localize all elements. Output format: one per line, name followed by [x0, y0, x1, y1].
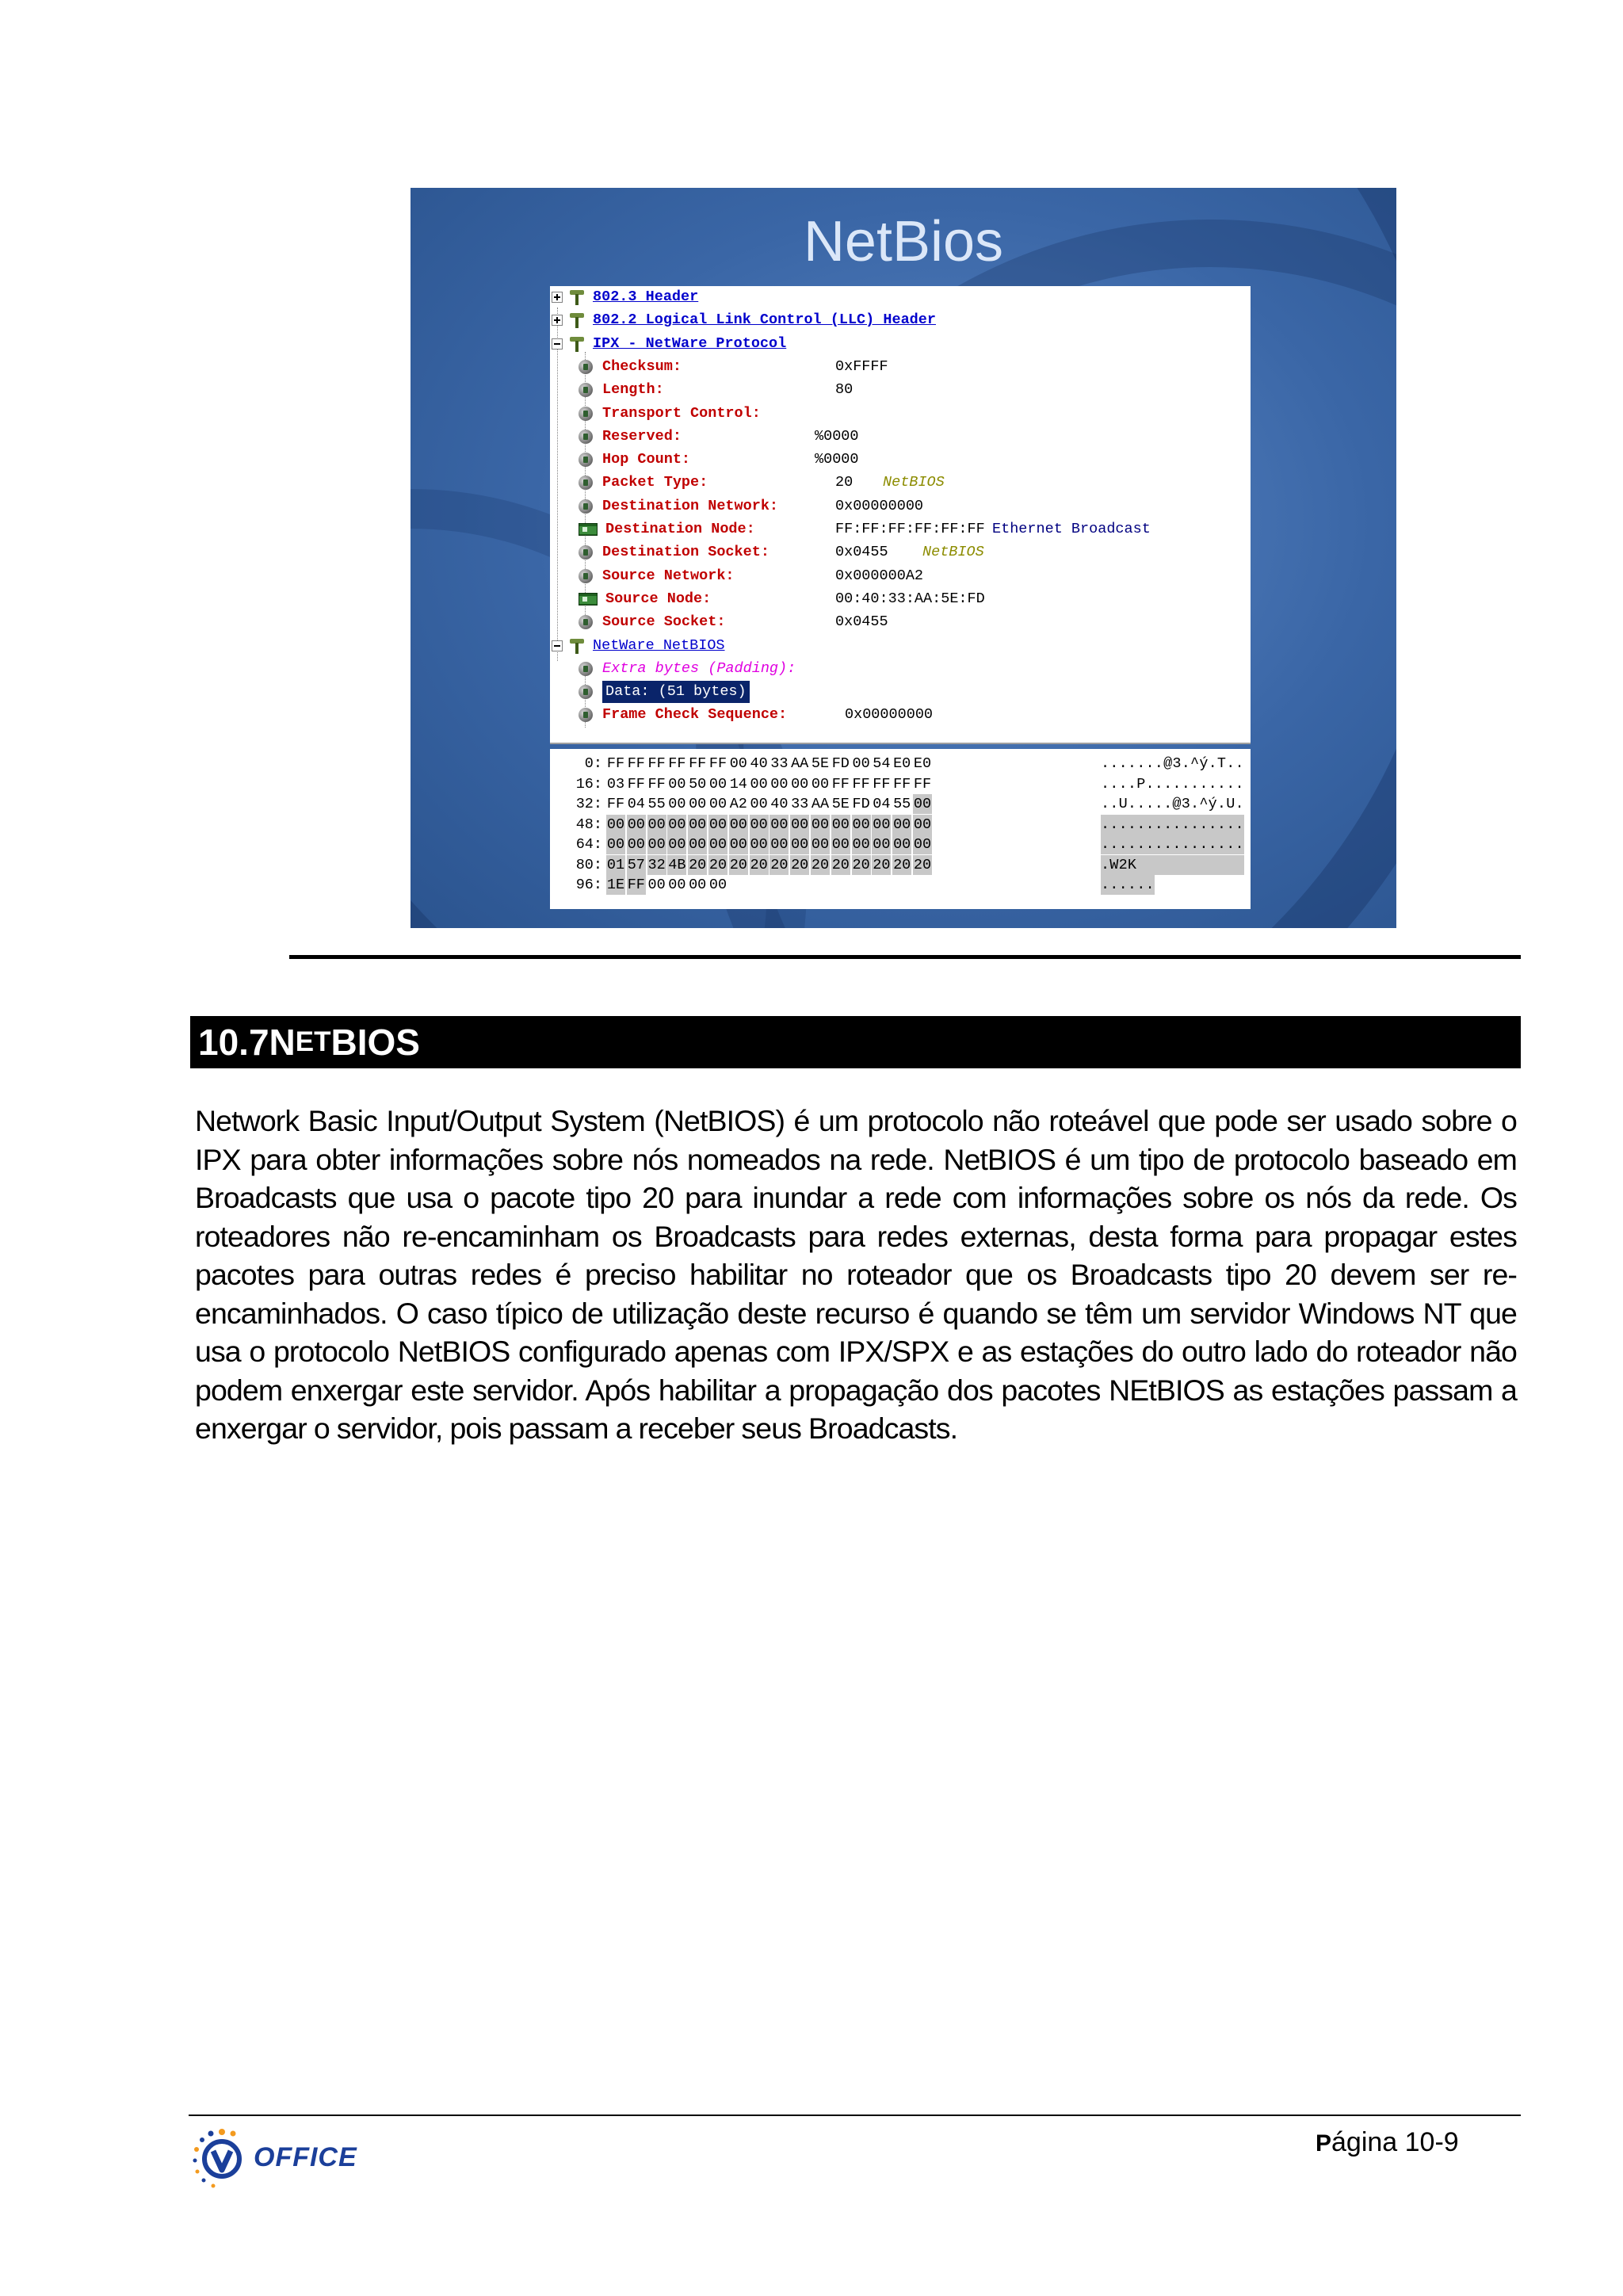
hex-byte: 00	[791, 775, 809, 793]
hex-byte: 20	[791, 856, 809, 873]
protocol-icon	[567, 288, 586, 306]
hex-byte: 00	[708, 796, 727, 812]
hex-byte: 00	[647, 816, 666, 833]
hex-byte: 03	[606, 775, 625, 793]
hex-byte: 00	[750, 816, 768, 833]
hex-byte: 33	[791, 796, 809, 812]
hex-byte: 00	[668, 877, 686, 893]
hex-byte: FD	[831, 755, 850, 772]
hex-byte: 20	[893, 856, 911, 873]
tree-field-row[interactable]	[579, 356, 888, 378]
tree-field-row[interactable]	[579, 449, 859, 471]
field-value: 0xFFFF	[835, 357, 888, 375]
logo-mark-icon	[192, 2124, 252, 2191]
hex-row[interactable]	[550, 754, 1251, 774]
hex-byte: 00	[791, 836, 809, 853]
hex-byte: 00	[770, 775, 789, 793]
tree-header-label[interactable]: IPX - NetWare Protocol	[593, 334, 787, 352]
hex-byte: 33	[770, 755, 789, 772]
collapse-icon[interactable]	[552, 338, 563, 350]
field-annotation: NetBIOS	[883, 474, 945, 491]
hex-ascii: ....P...........	[1101, 775, 1244, 793]
field-name: Destination Network:	[602, 497, 779, 514]
tree-field-row[interactable]	[579, 518, 1151, 541]
hex-byte: E0	[913, 755, 932, 772]
horizontal-rule	[289, 955, 1521, 959]
hex-byte: 20	[729, 856, 747, 873]
hex-byte: 00	[811, 816, 830, 833]
hex-byte: 4B	[668, 856, 686, 873]
field-icon	[579, 476, 593, 490]
tree-field-row[interactable]	[579, 611, 888, 633]
hex-byte: AA	[811, 796, 830, 812]
hex-byte: 00	[708, 816, 727, 833]
hex-byte: 00	[606, 816, 625, 833]
page-number-text: ágina 10-9	[1331, 2127, 1459, 2157]
hex-row[interactable]	[550, 815, 1251, 835]
hex-offset: 0:	[584, 755, 602, 772]
hex-byte: 00	[750, 836, 768, 853]
field-value: FF:FF:FF:FF:FF:FF	[835, 521, 985, 537]
hex-byte: FF	[627, 775, 645, 793]
hex-byte: FF	[606, 755, 625, 772]
field-name: Source Socket:	[602, 613, 726, 631]
hex-byte: 00	[811, 775, 830, 793]
hex-ascii: ..U.....@3.^ý.U.	[1101, 796, 1244, 812]
hex-byte: 5E	[831, 796, 850, 812]
hex-byte: 00	[689, 816, 707, 833]
field-value: 80	[835, 381, 854, 399]
section-title-smallcaps: ET	[295, 1026, 331, 1057]
netbios-slide	[411, 188, 1396, 928]
hex-byte: 20	[873, 856, 891, 873]
hex-byte: 20	[831, 856, 850, 873]
field-icon	[579, 569, 593, 583]
hex-byte: FF	[668, 755, 686, 772]
hex-byte: 55	[647, 796, 666, 812]
tree-field-row[interactable]	[579, 379, 854, 401]
field-value: 0x00000000	[835, 497, 924, 514]
field-icon	[579, 430, 593, 444]
hex-byte: 32	[647, 856, 666, 873]
hex-byte: 20	[750, 856, 768, 873]
hex-offset: 96:	[575, 877, 602, 893]
hex-byte: FF	[627, 755, 645, 772]
hex-byte: 00	[913, 836, 932, 853]
field-name: Data: (51 bytes)	[602, 681, 750, 703]
hex-byte: 00	[729, 755, 747, 772]
field-name: Extra bytes (Padding):	[602, 659, 796, 677]
hex-byte: AA	[791, 755, 809, 772]
hex-byte: 50	[689, 775, 707, 793]
tree-field-row[interactable]	[579, 588, 985, 610]
hex-byte: 00	[689, 877, 707, 893]
field-icon	[579, 615, 593, 629]
hex-byte: 00	[750, 775, 768, 793]
field-name: Packet Type:	[602, 474, 708, 491]
hex-byte: 00	[913, 796, 932, 812]
network-node-icon	[579, 593, 598, 606]
tree-header-row[interactable]	[552, 333, 786, 355]
expand-icon[interactable]	[552, 292, 563, 303]
field-name: Transport Control:	[602, 404, 761, 422]
hex-byte: 00	[627, 836, 645, 853]
network-node-icon	[579, 523, 598, 536]
logo-wordmark: OFFICE	[254, 2141, 357, 2172]
hex-byte: 14	[729, 775, 747, 793]
hex-byte: 00	[893, 816, 911, 833]
tree-field-row[interactable]	[579, 681, 750, 703]
hex-ascii: ......	[1101, 877, 1155, 893]
hex-byte: 00	[811, 836, 830, 853]
hex-byte: FF	[913, 775, 932, 793]
field-value: %0000	[815, 427, 859, 445]
hex-byte: 00	[873, 836, 891, 853]
hex-byte: 00	[831, 836, 850, 853]
hex-byte: FF	[689, 755, 707, 772]
hex-byte: 20	[689, 856, 707, 873]
hex-byte: 00	[729, 816, 747, 833]
field-name: Reserved:	[602, 427, 682, 445]
hex-byte: 00	[770, 836, 789, 853]
hex-byte: 00	[668, 816, 686, 833]
hex-byte: 00	[831, 816, 850, 833]
tree-header-label[interactable]: 802.2 Logical Link Control (LLC) Header	[593, 311, 936, 329]
hex-byte: 00	[729, 836, 747, 853]
hex-byte: 55	[893, 796, 911, 812]
hex-byte: FF	[647, 775, 666, 793]
field-value: 20	[835, 474, 854, 491]
hex-byte: FF	[708, 755, 727, 772]
hex-byte: FF	[893, 775, 911, 793]
hex-byte: E0	[893, 755, 911, 772]
field-value: 00:40:33:AA:5E:FD	[835, 590, 985, 607]
field-icon	[579, 407, 593, 421]
hex-offset: 16:	[575, 775, 602, 793]
hex-byte: 20	[708, 856, 727, 873]
hex-offset: 48:	[575, 816, 602, 833]
field-name: Source Node:	[605, 590, 712, 607]
tree-header-label[interactable]: NetWare NetBIOS	[593, 636, 725, 654]
tree-field-row[interactable]	[579, 658, 796, 680]
hex-byte: 20	[913, 856, 932, 873]
hex-offset: 64:	[575, 836, 602, 853]
hex-offset: 32:	[575, 796, 602, 812]
hex-byte: A2	[729, 796, 747, 812]
field-value: 0x00000000	[845, 706, 934, 724]
hex-ascii: ................	[1101, 816, 1244, 833]
tree-field-row[interactable]	[579, 426, 859, 448]
hex-byte: 00	[750, 796, 768, 812]
tree-header-row[interactable]	[552, 286, 698, 308]
hex-row[interactable]	[550, 835, 1251, 854]
tree-header-label[interactable]: 802.3 Header	[593, 288, 699, 305]
protocol-icon	[567, 311, 586, 329]
hex-byte: FF	[627, 877, 645, 893]
section-title-initial: N	[269, 1022, 296, 1063]
tree-guide-line	[557, 308, 558, 661]
hex-ascii: .W2K	[1101, 856, 1244, 873]
field-name: Destination Node:	[605, 521, 755, 537]
hex-byte: 00	[708, 775, 727, 793]
hex-offset: 80:	[575, 856, 602, 873]
hex-byte: 04	[873, 796, 891, 812]
hex-byte: 00	[606, 836, 625, 853]
hex-row[interactable]	[550, 855, 1251, 875]
hex-byte: 00	[852, 755, 870, 772]
field-icon	[579, 662, 593, 676]
protocol-icon	[567, 335, 586, 353]
hex-row[interactable]	[550, 875, 1251, 895]
hex-row[interactable]	[550, 774, 1251, 794]
body-paragraph: Network Basic Input/Output System (NetBIOS) é um protocolo não roteável que pode ser usado sobre o IPX para obter informações sobre nós nomeados na rede. NetBIOS é um tipo de protocolo baseado em Broadcasts que usa o pacote tipo 20 para inundar a rede com informações sobre os nós da rede. Os roteadores não re-encaminham os Broadcasts para redes externas, desta forma para propagar estes pacotes para outras redes é preciso habilitar no roteador que os Broadcasts tipo 20 devem ser re-encaminhados. O caso típico de utilização deste recurso é quando se têm um servidor Windows NT que usa o protocolo NetBIOS configurado apenas com IPX/SPX e as estações do outro lado do roteador não podem enxergar este servidor. Após habilitar a propagação dos pacotes NEtBIOS as estações passam a enxergar o servidor, pois passam a receber seus Broadcasts.	[195, 1104, 1517, 1445]
hex-byte: 00	[873, 816, 891, 833]
hex-byte: 00	[668, 775, 686, 793]
tree-header-row[interactable]	[552, 309, 936, 331]
footer-rule	[189, 2115, 1521, 2116]
hex-byte: 04	[627, 796, 645, 812]
hex-byte: FF	[831, 775, 850, 793]
field-name: Frame Check Sequence:	[602, 706, 788, 724]
field-icon	[579, 685, 593, 699]
hex-byte: 00	[708, 877, 727, 893]
expand-icon[interactable]	[552, 315, 563, 326]
hex-byte: 00	[770, 816, 789, 833]
field-name: Destination Socket:	[602, 544, 769, 561]
hex-byte: FF	[647, 755, 666, 772]
hex-byte: 00	[791, 816, 809, 833]
hex-byte: FF	[852, 775, 870, 793]
tree-field-row[interactable]	[579, 403, 761, 425]
hex-byte: FF	[873, 775, 891, 793]
tree-field-row[interactable]	[579, 495, 924, 518]
field-icon	[579, 545, 593, 560]
hex-byte: 00	[647, 877, 666, 893]
field-icon	[579, 360, 593, 374]
hex-byte: 57	[627, 856, 645, 873]
field-name: Checksum:	[602, 357, 682, 375]
hex-byte: 00	[647, 836, 666, 853]
hex-byte: 00	[852, 816, 870, 833]
protocol-icon	[567, 637, 586, 655]
hex-byte: 00	[708, 836, 727, 853]
hex-byte: FD	[852, 796, 870, 812]
hex-byte: 5E	[811, 755, 830, 772]
tree-field-row[interactable]	[579, 472, 945, 494]
hex-byte: 00	[852, 836, 870, 853]
hex-byte: 40	[750, 755, 768, 772]
hex-byte: 00	[668, 796, 686, 812]
page-number	[1316, 2127, 1459, 2158]
field-name: Source Network:	[602, 567, 735, 584]
hex-ascii: ................	[1101, 836, 1244, 853]
voffice-logo	[192, 2121, 358, 2194]
hex-byte: 54	[873, 755, 891, 772]
hex-byte: 00	[668, 836, 686, 853]
field-icon	[579, 499, 593, 514]
hex-byte: 00	[893, 836, 911, 853]
field-icon	[579, 453, 593, 467]
hex-byte: 00	[689, 796, 707, 812]
section-number: 10.7	[198, 1022, 269, 1063]
field-annotation: Ethernet Broadcast	[992, 521, 1151, 537]
field-name: Hop Count:	[602, 451, 691, 468]
field-value: 0x000000A2	[835, 567, 924, 584]
hex-byte: 00	[913, 816, 932, 833]
page-number-initial: P	[1316, 2130, 1332, 2157]
field-name: Length:	[602, 381, 664, 399]
hex-byte: 00	[689, 836, 707, 853]
field-icon	[579, 383, 593, 397]
hex-byte: 01	[606, 856, 625, 873]
field-value: 0x0455	[835, 613, 888, 631]
hex-byte: 40	[770, 796, 789, 812]
hex-byte: 20	[852, 856, 870, 873]
section-title-rest: BIOS	[330, 1022, 420, 1063]
hex-ascii: .......@3.^ý.T..	[1101, 755, 1244, 772]
hex-byte: 20	[770, 856, 789, 873]
hex-byte: FF	[606, 796, 625, 812]
hex-dump-panel[interactable]	[550, 749, 1251, 909]
field-annotation: NetBIOS	[922, 544, 984, 561]
hex-row[interactable]	[550, 794, 1251, 814]
tree-field-row[interactable]	[579, 565, 924, 587]
packet-decode-tree[interactable]	[550, 286, 1251, 744]
field-value: %0000	[815, 451, 859, 468]
field-value: 0x0455	[835, 544, 888, 561]
tree-field-row[interactable]	[579, 704, 934, 726]
tree-header-row[interactable]	[552, 635, 725, 657]
tree-field-row[interactable]	[579, 541, 984, 563]
slide-title: NetBios	[803, 210, 1004, 273]
collapse-icon[interactable]	[552, 640, 563, 651]
hex-byte: 1E	[606, 877, 625, 893]
field-icon	[579, 708, 593, 722]
hex-byte: 00	[627, 816, 645, 833]
section-heading	[190, 1016, 1521, 1068]
hex-byte: 20	[811, 856, 830, 873]
